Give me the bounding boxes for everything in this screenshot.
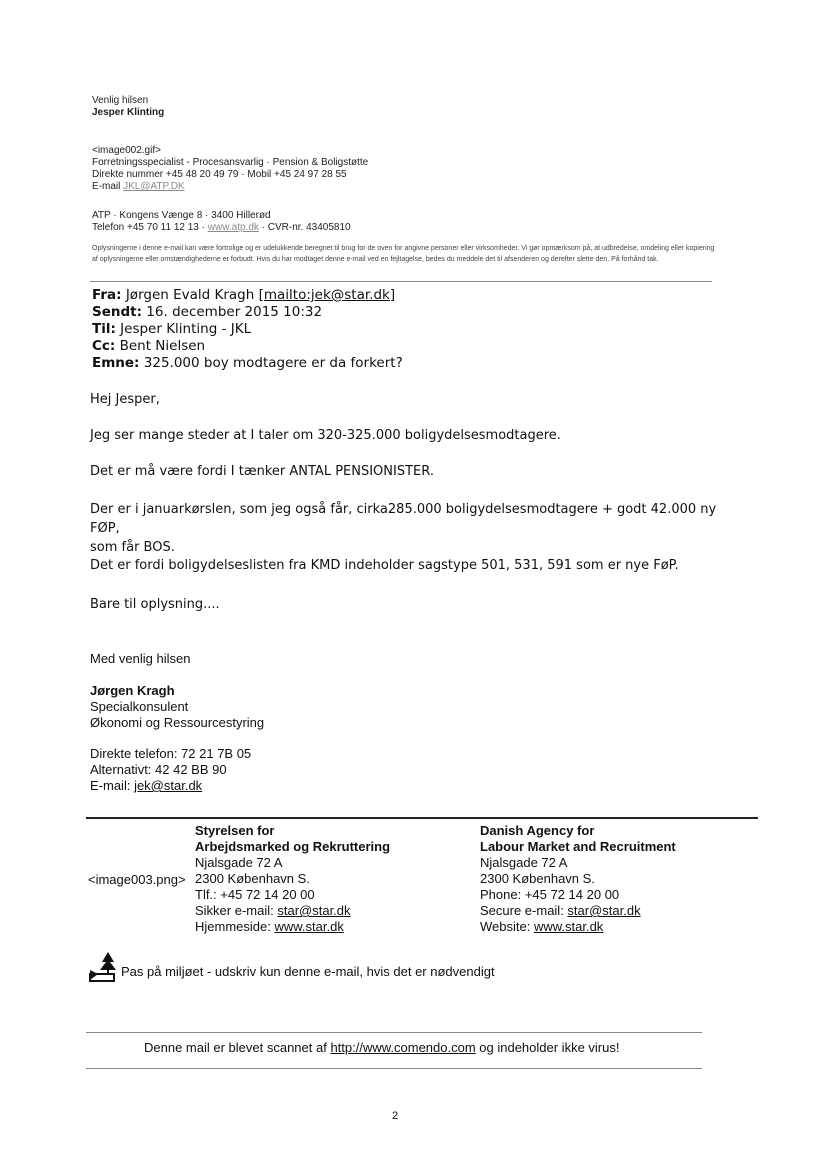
sender-email-link[interactable]: jek@star.dk [134,778,203,793]
from-mailto-link[interactable]: [mailto:jek@star.dk] [258,287,396,303]
sender-email-label: E-mail: [90,778,135,793]
subject-label: Emne: [92,355,140,371]
signature-role: Forretningsspecialist - Procesansvarlig · Pension & Boligstøtte [92,157,369,168]
sender-closing: Med venlig hilsen [90,651,191,666]
footer-english-web-link[interactable]: www.star.dk [533,919,604,934]
environment-note: Pas på miljøet - udskriv kun denne e-mail, hvis det er nødvendigt [121,964,495,979]
scan-notice [144,1040,619,1056]
signature-email-label: E-mail [92,181,124,192]
tree-icon [88,950,118,982]
page-number: 2 [392,1110,399,1122]
to-row [92,321,403,338]
footer-english-org-line1: Danish Agency for [480,823,595,838]
footer-danish-secure-link[interactable]: star@star.dk [277,903,351,918]
signature-cvr: · CVR-nr. 43405810 [258,222,351,233]
top-signature-contact [92,145,368,193]
sender-alt-phone: Alternativt: 42 42 BB 90 [90,762,227,777]
body-paragraph-3 [90,500,730,557]
image-placeholder: <image002.gif> [92,145,161,156]
footer-image-placeholder: <image003.png> [88,872,186,887]
signature-address: ATP · Kongens Vænge 8 · 3400 Hillerød [92,210,271,221]
disclaimer-divider [90,281,712,282]
signature-phone: Telefon +45 70 11 12 13 · [92,222,208,233]
signature-greeting: Venlig hilsen [92,95,149,106]
footer-top-divider [86,817,758,819]
footer-english-secure-row [480,903,676,919]
footer-danish-org-line1: Styrelsen for [195,823,275,838]
sender-title: Specialkonsulent [90,699,189,714]
footer-english-web-label: Website: [480,919,534,934]
from-label: Fra: [92,287,122,303]
sender-name: Jørgen Kragh [90,683,175,698]
footer-english-street: Njalsgade 72 A [480,855,568,870]
footer-english-phone: Phone: +45 72 14 20 00 [480,887,620,902]
body-paragraph-3-line-2: som får BOS. [90,540,175,555]
footer-english-secure-label: Secure e-mail: [480,903,568,918]
signature-phones: Direkte nummer +45 48 20 49 79 · Mobil +45 24 97 28 55 [92,169,347,180]
sender-department: Økonomi og Ressourcestyring [90,715,265,730]
footer-danish-org-line2: Arbejdsmarked og Rekruttering [195,839,391,854]
footer-danish-phone: Tlf.: +45 72 14 20 00 [195,887,315,902]
footer-danish-web-label: Hjemmeside: [195,919,275,934]
footer-danish-secure-row [195,903,390,919]
signature-website-link[interactable]: www.atp.dk [207,222,259,233]
body-salutation: Hej Jesper, [90,392,160,407]
scan-top-divider [86,1032,702,1033]
subject-value: 325.000 boy modtagere er da forkert? [139,355,403,371]
footer-danish-secure-label: Sikker e-mail: [195,903,278,918]
scan-prefix: Denne mail er blevet scannet af [144,1040,331,1055]
footer-english-column [480,823,676,935]
scan-bottom-divider [86,1068,702,1069]
footer-danish-web-row [195,919,390,935]
scan-suffix: og indeholder ikke virus! [475,1040,620,1055]
tree-icon-svg [88,950,118,982]
footer-danish-city: 2300 København S. [195,871,310,886]
sent-row [92,304,403,321]
subject-row [92,355,403,372]
sender-contact [90,746,251,794]
signature-email-link[interactable]: JKL@ATP.DK [123,181,185,192]
cc-row [92,338,403,355]
footer-english-org-line2: Labour Market and Recruitment [480,839,676,854]
disclaimer-text: Oplysningerne i denne e-mail kan være fortrolige og er udelukkende beregnet til brug for de oven for angivne personer eller virksomheder. Vi gør opmærksom på, at udbredelse, omdeling eller kopiering af oplysningerne eller omstændighederne er forbudt. Hvis du har modtaget denne e-mail ved en fejltagelse, bedes du meddele det til afsenderen og derefter slette den. På forhånd tak. [92,245,715,263]
to-label: Til: [92,321,116,337]
from-row [92,287,403,304]
footer-danish-street: Njalsgade 72 A [195,855,283,870]
scan-link[interactable]: http://www.comendo.com [330,1040,476,1055]
signature-name: Jesper Klinting [92,107,165,118]
from-value: Jørgen Evald Kragh [121,287,259,303]
top-signature-address [92,210,351,234]
sent-value: 16. december 2015 10:32 [142,304,323,320]
top-signature [92,95,164,119]
body-paragraph-5: Bare til oplysning.... [90,597,220,612]
to-value: Jesper Klinting - JKL [115,321,252,337]
sender-email-row [90,778,251,794]
sender-signature [90,683,264,731]
signature-phone-row [92,222,351,234]
signature-email-row [92,181,368,193]
footer-english-web-row [480,919,676,935]
cc-label: Cc: [92,338,116,354]
email-header [92,287,403,372]
body-paragraph-4: Det er fordi boligydelseslisten fra KMD indeholder sagstype 501, 531, 591 som er nye FøP. [90,558,679,573]
cc-value: Bent Nielsen [115,338,206,354]
footer-danish-column [195,823,390,935]
footer-danish-web-link[interactable]: www.star.dk [274,919,344,934]
body-paragraph-2: Det er må være fordi I tænker ANTAL PENSIONISTER. [90,464,434,479]
footer-english-city: 2300 København S. [480,871,595,886]
body-paragraph-3-line-1: Der er i januarkørslen, som jeg også får, cirka285.000 boligydelsesmodtagere + godt 42.000 ny FØP, [90,502,717,536]
footer-english-secure-link[interactable]: star@star.dk [567,903,641,918]
sent-label: Sendt: [92,304,143,320]
sender-direct-phone: Direkte telefon: 72 21 7B 05 [90,746,252,761]
body-paragraph-1: Jeg ser mange steder at I taler om 320-325.000 boligydelsesmodtagere. [90,428,561,443]
